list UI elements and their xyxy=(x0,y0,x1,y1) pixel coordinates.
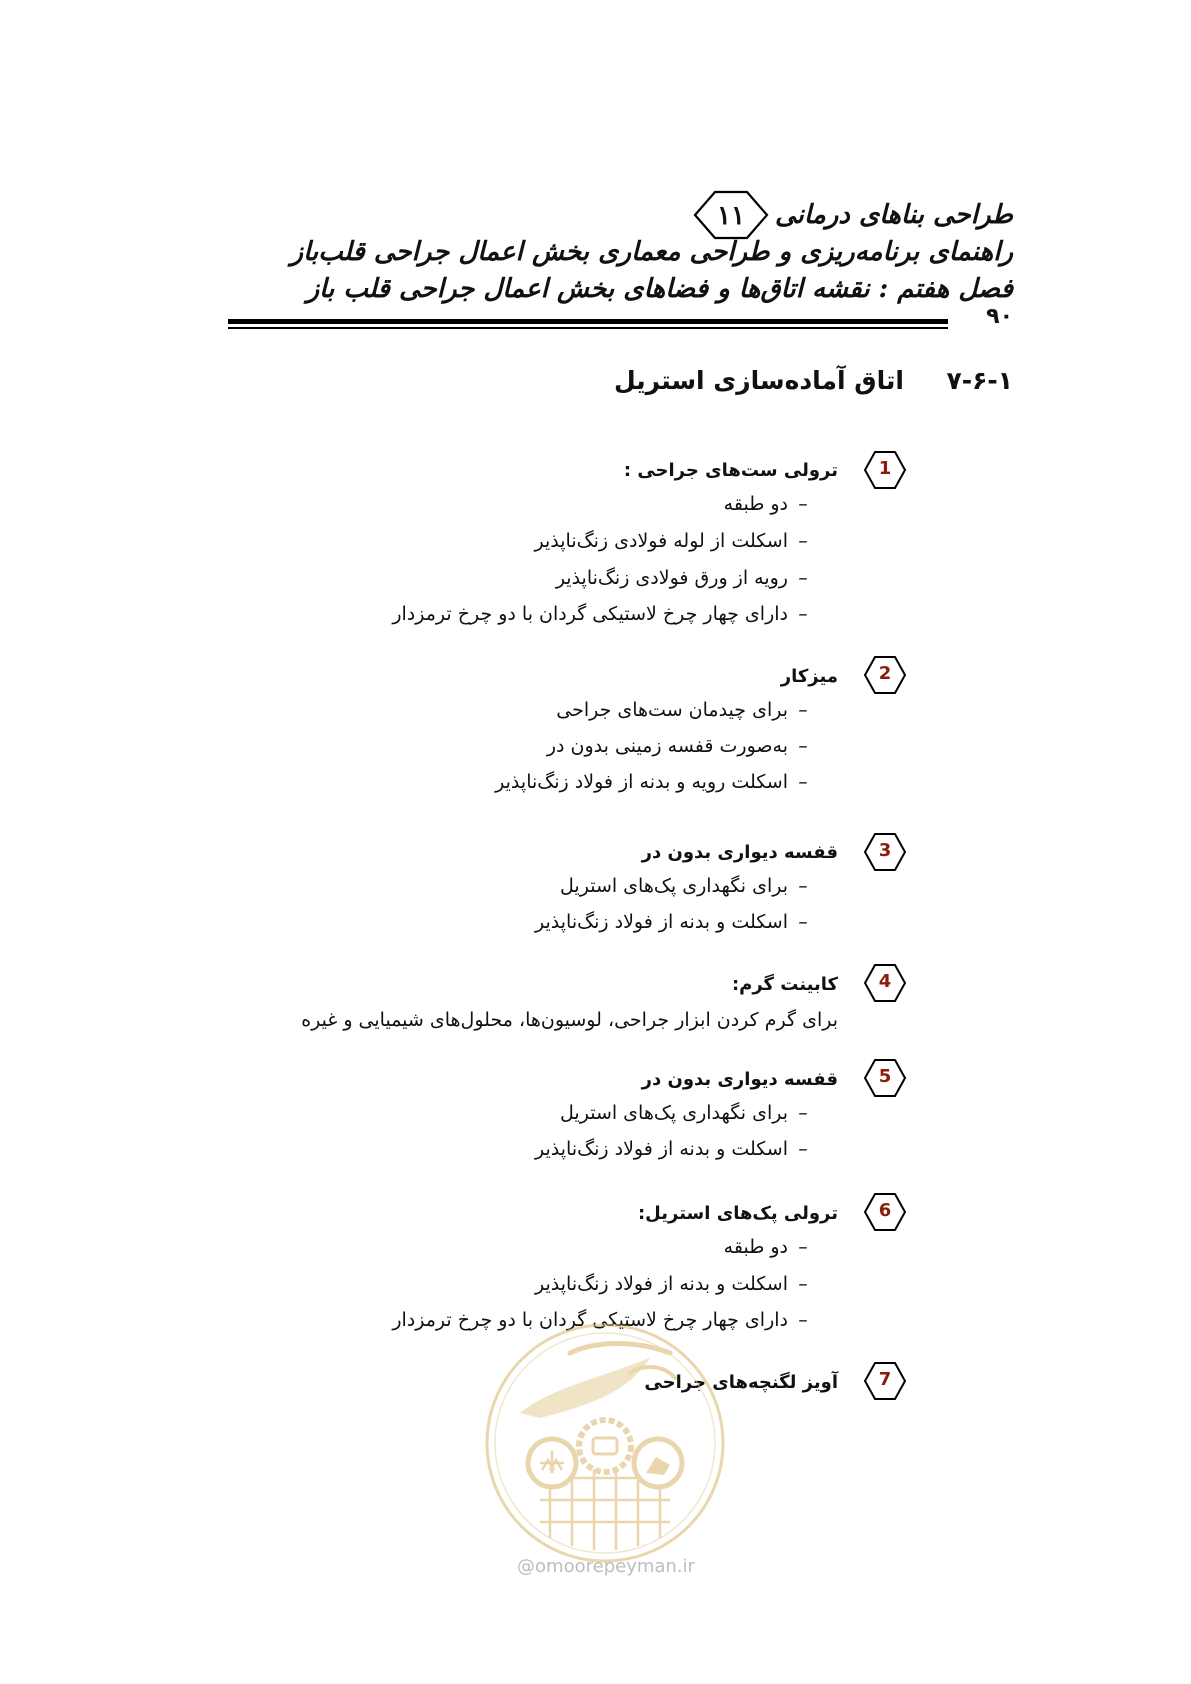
item-number: 5 xyxy=(878,1066,892,1087)
list-item xyxy=(535,1273,818,1295)
section-number: ۷-۶-۱ xyxy=(946,366,1013,395)
bullet-dash: – xyxy=(798,530,808,552)
bullet-text: اسکلت از لوله فولادی زنگ‌ناپذیر xyxy=(534,530,788,552)
guide-title: راهنمای برنامه‌ریزی و طراحی معماری بخش اعمال جراحی قلب‌باز xyxy=(290,237,1013,267)
book-number-badge xyxy=(693,190,769,240)
item-title: قفسه دیواری بدون در xyxy=(641,842,838,863)
chapter-title: فصل هفتم : نقشه اتاق‌ها و فضاهای بخش اعمال جراحی قلب باز xyxy=(306,274,1013,304)
bullet-text: اسکلت رویه و بدنه از فولاد زنگ‌ناپذیر xyxy=(495,771,788,793)
item-number: 2 xyxy=(878,663,892,684)
bullet-dash: – xyxy=(798,1138,808,1160)
list-item xyxy=(535,530,818,552)
item-title: قفسه دیواری بدون در xyxy=(641,1069,838,1090)
bullet-text: اسکلت و بدنه از فولاد زنگ‌ناپذیر xyxy=(535,911,788,933)
bullet-dash: – xyxy=(798,567,808,589)
item-title: کابینت گرم: xyxy=(731,974,838,995)
page-number: ۹۰ xyxy=(986,304,1013,329)
list-item xyxy=(560,1102,818,1124)
bullet-dash: – xyxy=(798,603,808,625)
bullet-dash: – xyxy=(798,735,808,757)
item-number: 3 xyxy=(878,840,892,861)
item-number-badge xyxy=(863,655,907,695)
item-number: 4 xyxy=(878,971,892,992)
bullet-dash: – xyxy=(798,911,808,933)
list-item xyxy=(724,493,818,515)
bullet-text: برای نگهداری پک‌های استریل xyxy=(560,875,788,897)
list-item xyxy=(392,603,818,625)
bullet-dash: – xyxy=(798,1102,808,1124)
list-item xyxy=(495,771,818,793)
item-number-badge xyxy=(863,1361,907,1401)
section-title: اتاق آماده‌سازی استریل xyxy=(613,366,904,395)
bullet-text: دو طبقه xyxy=(723,1236,788,1258)
list-item xyxy=(556,567,818,589)
item-title: آویز لگنچه‌های جراحی xyxy=(644,1372,838,1393)
item-title: ترولی ست‌های جراحی : xyxy=(623,460,838,481)
bullet-text: دارای چهار چرخ لاستیکی گردان با دو چرخ ترمزدار xyxy=(392,1309,788,1331)
book-number: ۱۱ xyxy=(717,201,745,231)
item-description: برای گرم کردن ابزار جراحی، لوسیون‌ها، محلول‌های شیمیایی و غیره xyxy=(301,1009,838,1031)
bullet-dash: – xyxy=(798,771,808,793)
bullet-dash: – xyxy=(798,1236,808,1258)
bullet-text: برای چیدمان ست‌های جراحی xyxy=(556,699,788,721)
item-title: ترولی پک‌های استریل: xyxy=(637,1203,838,1224)
book-title-row xyxy=(693,190,1013,240)
item-title: میزکار xyxy=(780,666,838,687)
header-rule-thick xyxy=(228,319,948,324)
bullet-text: برای نگهداری پک‌های استریل xyxy=(560,1102,788,1124)
header-rule-thin xyxy=(228,327,948,329)
bullet-text: به‌صورت قفسه زمینی بدون در xyxy=(546,735,788,757)
list-item xyxy=(724,1236,818,1258)
bullet-text: رویه از ورق فولادی زنگ‌ناپذیر xyxy=(555,567,788,589)
bullet-text: دارای چهار چرخ لاستیکی گردان با دو چرخ ترمزدار xyxy=(392,603,788,625)
list-item xyxy=(547,735,818,757)
watermark-logo xyxy=(480,1318,730,1568)
item-number: 1 xyxy=(878,458,892,479)
item-number-badge xyxy=(863,963,907,1003)
item-number-badge xyxy=(863,832,907,872)
item-number: 6 xyxy=(878,1200,892,1221)
bullet-dash: – xyxy=(798,875,808,897)
item-number: 7 xyxy=(878,1369,892,1390)
bullet-dash: – xyxy=(798,699,808,721)
bullet-text: اسکلت و بدنه از فولاد زنگ‌ناپذیر xyxy=(535,1273,788,1295)
bullet-text: اسکلت و بدنه از فولاد زنگ‌ناپذیر xyxy=(535,1138,788,1160)
bullet-text: دو طبقه xyxy=(723,493,788,515)
book-title: طراحی بناهای درمانی xyxy=(775,200,1013,230)
bullet-dash: – xyxy=(798,1309,808,1331)
list-item xyxy=(556,699,818,721)
bullet-dash: – xyxy=(798,493,808,515)
bullet-dash: – xyxy=(798,1273,808,1295)
item-number-badge xyxy=(863,1058,907,1098)
watermark-url: @omoorepeyman.ir xyxy=(517,1556,695,1577)
item-number-badge xyxy=(863,450,907,490)
list-item xyxy=(535,911,818,933)
list-item xyxy=(535,1138,818,1160)
item-number-badge xyxy=(863,1192,907,1232)
list-item xyxy=(560,875,818,897)
